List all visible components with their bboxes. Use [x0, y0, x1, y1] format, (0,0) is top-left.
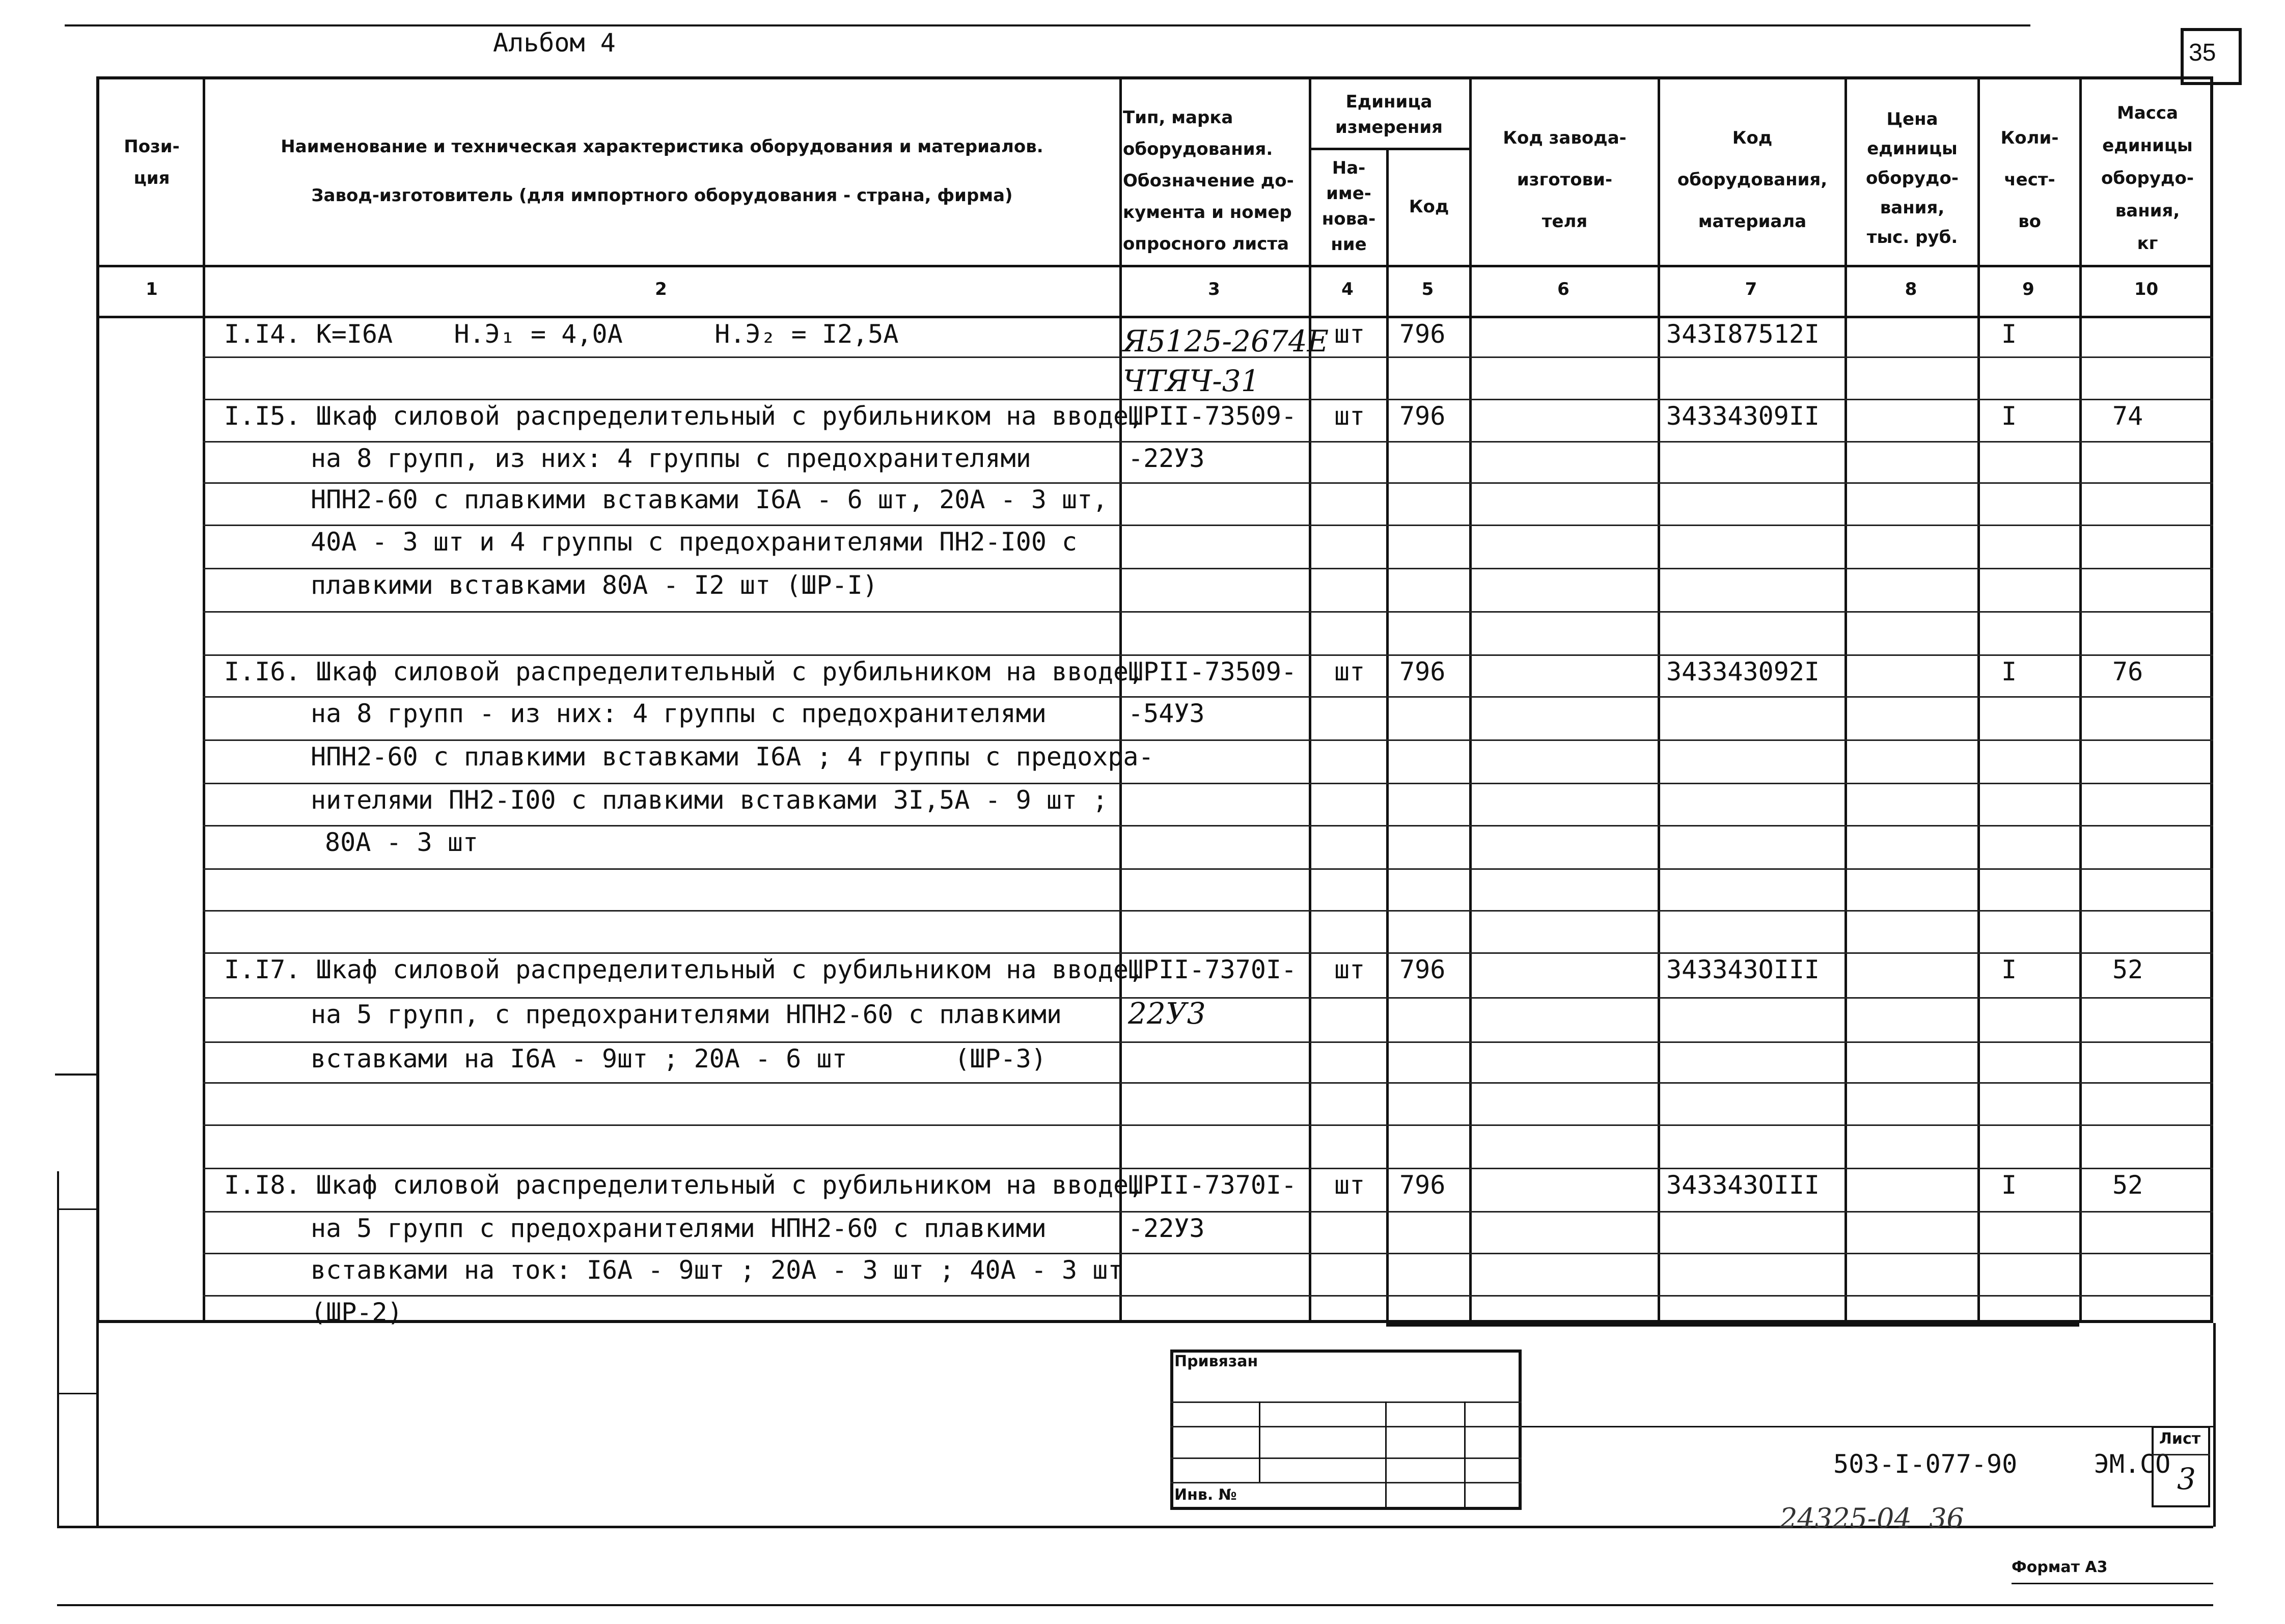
header-material-code: Код оборудования, материала	[1677, 128, 1828, 232]
cell-quantity: I	[2001, 657, 2017, 686]
cell-description: плавкими вставками 80А - I2 шт (ШР-I)	[311, 570, 878, 600]
stamp-list-value: 3	[2177, 1462, 2196, 1496]
col-number: 4	[1341, 279, 1354, 299]
cell-unit-code: 796	[1399, 955, 1446, 984]
format-label: Формат А3	[2012, 1558, 2108, 1576]
cell-type: -22У3	[1128, 444, 1205, 473]
header-price: Цена единицы оборудо- вания, тыс. руб.	[1866, 109, 1959, 247]
cell-unit: шт	[1334, 401, 1365, 431]
row-divider	[203, 739, 2213, 741]
row-divider	[203, 1253, 2213, 1254]
cell-material-code: 343343OIII	[1666, 1170, 1820, 1200]
header-qty: Коли- чест- во	[2000, 128, 2059, 232]
col-number: 9	[2022, 279, 2034, 299]
stamp-privyazan: Привязан	[1174, 1353, 1258, 1370]
row-divider	[203, 1295, 2213, 1297]
cell-material-code: 343343OIII	[1666, 955, 1820, 984]
header-name: Наименование и техническая характеристика оборудования и материалов. Завод-изготовитель (для импортного оборудования - страна, фирма)	[281, 136, 1043, 206]
cell-mass: 52	[2112, 1170, 2143, 1200]
cell-quantity: I	[2001, 955, 2017, 984]
cell-type: ШРII-7370I-	[1128, 955, 1297, 984]
header-position: Пози- ция	[124, 136, 180, 188]
header-mass: Масса единицы оборудо- вания, кг	[2101, 103, 2194, 254]
cell-description: вставками на ток: I6А - 9шт ; 20А - 3 шт ; 40А - 3 шт	[311, 1255, 1123, 1285]
cell-description: I.I6. Шкаф силовой распределительный с рубильником на вводе,	[224, 657, 1144, 686]
col-number: 1	[146, 279, 158, 299]
row-divider	[203, 568, 2213, 569]
cell-unit-code: 796	[1399, 1170, 1446, 1200]
row-divider	[203, 910, 2213, 912]
cell-unit-code: 796	[1399, 657, 1446, 686]
sheet-number: 35	[2189, 39, 2216, 66]
cell-description: на 8 групп - из них: 4 группы с предохранителями	[311, 699, 1047, 728]
cell-material-code: 343343092I	[1666, 657, 1820, 686]
cell-mass: 74	[2112, 401, 2143, 431]
cell-unit-code: 796	[1399, 401, 1446, 431]
cell-description: НПН2-60 с плавкими вставками I6А - 6 шт, 20А - 3 шт,	[311, 485, 1108, 514]
col-number: 6	[1557, 279, 1570, 299]
header-unit-name: На- име- нова- ние	[1322, 158, 1376, 255]
cell-quantity: I	[2001, 401, 2017, 431]
cell-quantity: I	[2001, 1170, 2017, 1200]
row-divider	[203, 1168, 2213, 1169]
cell-mass: 76	[2112, 657, 2143, 686]
header-unit: Единица измерения	[1335, 92, 1443, 137]
cell-description: I.I4. К=I6А Н.Э₁ = 4,0А Н.Э₂ = I2,5А	[224, 319, 899, 349]
cell-description: I.I7. Шкаф силовой распределительный с рубильником на вводе,	[224, 955, 1144, 984]
cell-unit: шт	[1334, 955, 1365, 984]
cell-description: на 8 групп, из них: 4 группы с предохранителями	[311, 444, 1031, 473]
row-divider	[203, 696, 2213, 698]
cell-unit-code: 796	[1399, 319, 1446, 349]
cell-unit: шт	[1334, 1170, 1365, 1200]
cell-description: НПН2-60 с плавкими вставками I6А ; 4 группы с предохра-	[311, 742, 1154, 772]
handwritten-bottom-number: 24325-04 36	[1780, 1502, 1964, 1534]
header-unit-code: Код	[1409, 197, 1449, 217]
col-number: 3	[1208, 279, 1220, 299]
cell-description: 80А - 3 шт	[325, 828, 479, 857]
album-label: Альбом 4	[493, 28, 616, 58]
row-divider	[203, 1211, 2213, 1213]
stamp-list-label: Лист	[2159, 1430, 2201, 1448]
cell-description: на 5 групп с предохранителями НПН2-60 с плавкими	[311, 1214, 1047, 1243]
row-divider	[203, 525, 2213, 526]
cell-description: 40А - 3 шт и 4 группы с предохранителями ПН2-I00 с	[311, 527, 1078, 557]
cell-unit: шт	[1334, 319, 1365, 349]
cell-mass: 52	[2112, 955, 2143, 984]
row-divider	[203, 868, 2213, 870]
row-divider	[203, 611, 2213, 613]
handwritten-type-r0: Я5125-2674Е	[1123, 324, 1329, 359]
row-divider	[203, 783, 2213, 784]
document-code: 503-I-077-90 ЭМ.СО	[1833, 1449, 2171, 1479]
row-divider	[203, 1124, 2213, 1126]
header-type: Тип, марка оборудования. Обозначение до- кумента и номер опросного листа	[1123, 107, 1294, 254]
col-number: 2	[655, 279, 667, 299]
col-number: 10	[2134, 279, 2159, 299]
row-divider	[203, 1082, 2213, 1084]
cell-quantity: I	[2001, 319, 2017, 349]
row-divider	[203, 399, 2213, 400]
stamp-inv-no: Инв. №	[1174, 1486, 1237, 1504]
col-number: 7	[1745, 279, 1757, 299]
cell-type: ШРII-73509-	[1128, 401, 1297, 431]
cell-description: нителями ПН2-I00 с плавкими вставками 3I,5А - 9 шт ;	[311, 785, 1108, 815]
handwritten-type-r16: 22У3	[1128, 996, 1206, 1031]
cell-description: (ШР-2)	[311, 1298, 403, 1327]
cell-material-code: 343I87512I	[1666, 319, 1820, 349]
cell-type: -22У3	[1128, 1214, 1205, 1243]
cell-type: -54У3	[1128, 699, 1205, 728]
col-number: 8	[1905, 279, 1917, 299]
row-divider	[203, 482, 2213, 484]
cell-description: вставками на I6А - 9шт ; 20А - 6 шт (ШР-3)	[311, 1044, 1047, 1074]
cell-unit: шт	[1334, 657, 1365, 686]
cell-description: на 5 групп, с предохранителями НПН2-60 с плавкими	[311, 1000, 1062, 1029]
cell-description: I.I8. Шкаф силовой распределительный с рубильником на вводе,	[224, 1170, 1144, 1200]
col-number: 5	[1421, 279, 1434, 299]
cell-material-code: 34334309II	[1666, 401, 1820, 431]
cell-type: ШРII-7370I-	[1128, 1170, 1297, 1200]
row-divider	[203, 1041, 2213, 1043]
header-maker-code: Код завода- изготови- теля	[1503, 128, 1627, 232]
row-divider	[203, 997, 2213, 999]
row-divider	[203, 441, 2213, 443]
cell-type: ШРII-73509-	[1128, 657, 1297, 686]
row-divider	[203, 825, 2213, 827]
handwritten-type-r1: ЧТЯЧ-31	[1123, 364, 1260, 398]
row-divider	[203, 654, 2213, 656]
cell-description: I.I5. Шкаф силовой распределительный с рубильником на вводе,	[224, 401, 1144, 431]
row-divider	[203, 952, 2213, 954]
